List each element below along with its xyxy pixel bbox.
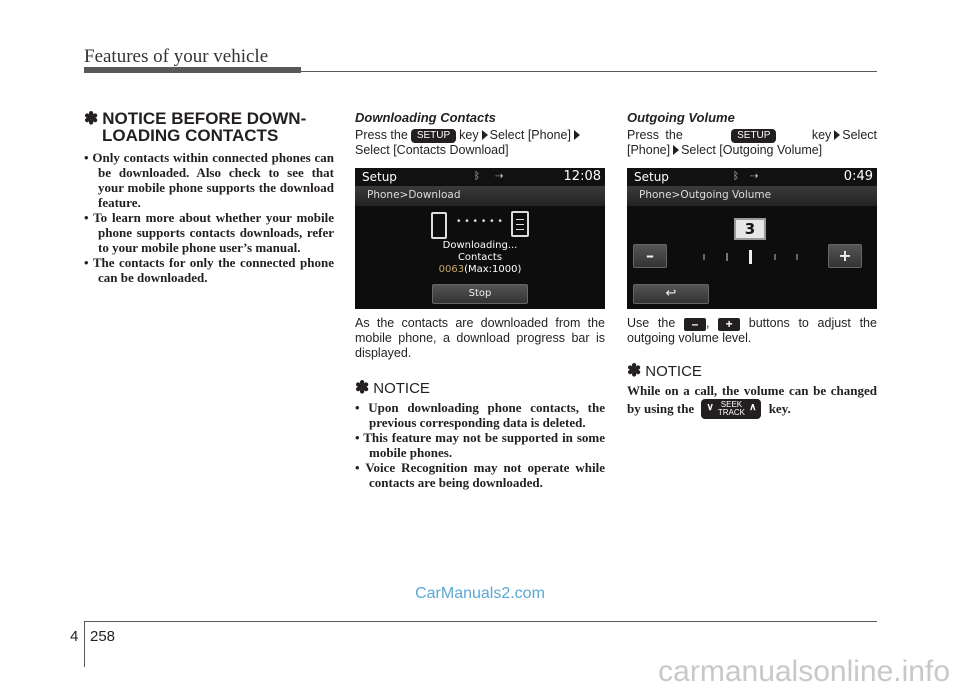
chevron-down-icon: ∨ [706, 402, 714, 413]
download-status-line1: Downloading... [442, 240, 518, 251]
bluetooth-icon: ᛒ [474, 171, 480, 182]
instruction-step: [Phone] [627, 143, 671, 157]
download-counter [355, 264, 605, 275]
screen-status-bar [355, 168, 605, 186]
use-prefix: Use the [627, 316, 676, 330]
minus-key-badge: – [684, 318, 706, 331]
volume-tick [749, 250, 752, 264]
column-outgoing-volume [627, 110, 877, 419]
setup-key-badge: SETUP [411, 129, 456, 143]
instruction-step: Select [Phone] [489, 128, 571, 142]
screen-clock: 12:08 [563, 169, 601, 184]
instruction-step: Select [Outgoing Volume] [681, 143, 823, 157]
seek-track-key-badge [701, 399, 761, 419]
notice-list [355, 400, 605, 490]
back-button[interactable]: ↩ [633, 284, 709, 304]
volume-minus-button[interactable]: – [633, 244, 667, 268]
column-downloading-contacts [355, 110, 605, 490]
use-suffix: buttons to adjust the outgoing volume level. [627, 316, 877, 345]
notice-paragraph [627, 383, 877, 419]
usb-icon: ⇢ [495, 171, 504, 182]
screen-clock: 0:49 [843, 169, 873, 184]
volume-plus-button[interactable]: + [828, 244, 862, 268]
notice-heading [627, 362, 877, 380]
notice-heading [355, 379, 605, 397]
list-item: • Voice Recognition may not operate while contacts are being downloaded. [355, 460, 605, 490]
screen-title: Setup [362, 170, 397, 184]
site-watermark[interactable]: CarManuals2.com [415, 585, 545, 602]
progress-dots: • • • • • • [457, 216, 503, 227]
section-heading: Outgoing Volume [627, 110, 735, 125]
screen-title: Setup [634, 170, 669, 184]
volume-tick [796, 254, 798, 260]
chapter-number: 4 [70, 628, 79, 645]
list-item: • Upon downloading phone contacts, the previous corresponding data is deleted. [355, 400, 605, 430]
download-count: 0063 [438, 264, 465, 275]
arrow-right-icon [834, 130, 840, 140]
instruction-text [355, 128, 605, 158]
phone-icon [431, 212, 447, 239]
notice-cross-icon: ✽ [355, 378, 370, 397]
notice-text-end: key. [768, 401, 791, 416]
page-header-title: Features of your vehicle [84, 46, 269, 67]
contacts-list-icon [511, 211, 529, 237]
arrow-right-icon [574, 130, 580, 140]
arrow-right-icon [673, 145, 679, 155]
footer-rule [84, 621, 877, 622]
setup-key-badge: SETUP [731, 129, 776, 143]
list-item: • To learn more about whether your mobile phone supports contacts downloads, refer to your mobile phone user’s manual. [84, 210, 334, 255]
plus-key-badge: + [718, 318, 740, 331]
bluetooth-icon: ᛒ [733, 171, 739, 182]
instruction-text-cont [627, 143, 877, 158]
notice-title: NOTICE [373, 380, 430, 397]
track-label: TRACK [717, 408, 746, 417]
volume-value-box: 3 [734, 218, 766, 240]
header-rule-thick [84, 67, 301, 73]
arrow-right-icon [482, 130, 488, 140]
screen-breadcrumb: Phone>Outgoing Volume [627, 186, 877, 206]
notice-heading-line1: NOTICE BEFORE DOWN- [102, 109, 307, 128]
section-heading: Downloading Contacts [355, 110, 496, 125]
download-description: As the contacts are downloaded from the mobile phone, a download progress bar is displayed. [355, 316, 605, 360]
screen-breadcrumb: Phone>Download [355, 186, 605, 206]
notice-heading [84, 110, 334, 144]
column-notice-before-download [84, 110, 334, 285]
notice-cross-icon: ✽ [627, 361, 642, 380]
list-item: • This feature may not be supported in some mobile phones. [355, 430, 605, 460]
instruction-key-word: key [459, 128, 479, 142]
use-buttons-text [627, 316, 877, 346]
seek-label: SEEK [720, 400, 743, 409]
volume-tick [703, 254, 705, 260]
instruction-text [627, 128, 877, 143]
volume-tick [726, 253, 728, 261]
comma: , [705, 316, 710, 330]
notice-heading-line2: LOADING CONTACTS [102, 126, 279, 145]
volume-tick [774, 254, 776, 260]
notice-text: While on a call, the volume can be changed by using the [627, 383, 877, 416]
instruction-key-word: key [811, 128, 832, 142]
footer-watermark[interactable]: carmanualsonline.info [658, 655, 950, 688]
download-max: (Max:1000) [464, 264, 522, 275]
header-rule-thin [301, 71, 877, 72]
list-item: • The contacts for only the connected phone can be downloaded. [84, 255, 334, 285]
notice-list [84, 150, 334, 285]
stop-button[interactable]: Stop [432, 284, 528, 304]
notice-title: NOTICE [645, 363, 702, 380]
instruction-prefix: Press the [355, 128, 408, 142]
page-number: 258 [90, 628, 116, 645]
download-screen [355, 168, 605, 309]
list-item: • Only contacts within connected phones can be downloaded. Also check to see that your mobile phone supports the download feature. [84, 150, 334, 210]
footer-vertical-rule [84, 621, 85, 667]
outgoing-volume-screen [627, 168, 877, 309]
chevron-up-icon: ∧ [749, 402, 757, 413]
notice-cross-icon: ✽ [84, 109, 99, 128]
usb-icon: ⇢ [750, 171, 759, 182]
instruction-prefix: Press the [627, 128, 683, 142]
instruction-step: Select [842, 128, 878, 142]
download-status-line2: Contacts [457, 252, 503, 263]
instruction-step: Select [Contacts Download] [355, 143, 509, 157]
